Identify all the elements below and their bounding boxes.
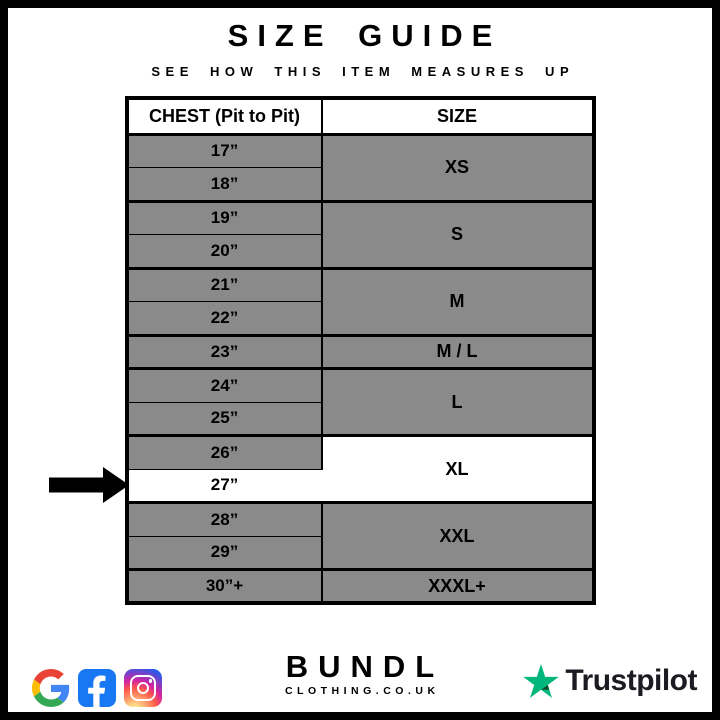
arrow-head	[103, 467, 129, 503]
chest-cell-26: 26”	[127, 436, 322, 470]
chest-cell-27-highlighted	[127, 469, 322, 503]
page-title: SIZE GUIDE	[227, 18, 502, 53]
pointer-arrow-icon	[48, 467, 129, 503]
size-table-container	[8, 96, 712, 605]
size-cell-m-l: M / L	[322, 335, 594, 369]
column-header-size: SIZE	[322, 98, 594, 134]
size-cell-m: M	[322, 268, 594, 335]
trustpilot-logo[interactable]	[523, 664, 697, 698]
table-header-row	[127, 98, 594, 134]
size-cell-xl-highlighted: XL	[322, 436, 594, 503]
brand-name: BUNDL	[285, 649, 445, 684]
chest-cell-29: 29”	[127, 536, 322, 570]
instagram-icon[interactable]	[124, 669, 162, 707]
trustpilot-label: Trustpilot	[565, 664, 697, 697]
size-cell-xxxlplus: XXXL+	[322, 570, 594, 604]
size-table	[125, 96, 596, 605]
column-header-chest: CHEST (Pit to Pit)	[127, 98, 322, 134]
size-cell-xs: XS	[322, 134, 594, 201]
facebook-icon[interactable]	[78, 669, 116, 707]
arrow-shaft	[49, 478, 104, 493]
brand-logo	[276, 651, 445, 697]
chest-cell-17: 17”	[127, 134, 322, 168]
chest-cell-18: 18”	[127, 168, 322, 202]
brand-domain: CLOTHING.CO.UK	[284, 685, 440, 697]
chest-cell-28: 28”	[127, 503, 322, 537]
page-subtitle: SEE HOW THIS ITEM MEASURES UP	[151, 64, 575, 79]
table-row	[127, 436, 594, 470]
table-row	[127, 335, 594, 369]
size-cell-s: S	[322, 201, 594, 268]
table-row	[127, 134, 594, 168]
chest-cell-19: 19”	[127, 201, 322, 235]
google-icon[interactable]	[32, 669, 70, 707]
table-row	[127, 268, 594, 302]
trustpilot-star-icon	[523, 664, 559, 698]
table-row	[127, 570, 594, 604]
chest-cell-23: 23”	[127, 335, 322, 369]
chest-cell-20: 20”	[127, 235, 322, 269]
instagram-camera-lens	[137, 682, 149, 694]
chest-cell-27-label: 27”	[210, 475, 239, 495]
size-cell-xxl: XXL	[322, 503, 594, 570]
social-icons	[32, 669, 162, 707]
instagram-camera-body	[130, 675, 156, 701]
chest-cell-22: 22”	[127, 302, 322, 336]
table-row	[127, 503, 594, 537]
chest-cell-24: 24”	[127, 369, 322, 403]
table-row	[127, 369, 594, 403]
chest-cell-25: 25”	[127, 402, 322, 436]
chest-cell-30plus: 30”+	[127, 570, 322, 604]
chest-cell-21: 21”	[127, 268, 322, 302]
table-row	[127, 201, 594, 235]
instagram-camera-flash	[149, 679, 153, 683]
size-cell-l: L	[322, 369, 594, 436]
